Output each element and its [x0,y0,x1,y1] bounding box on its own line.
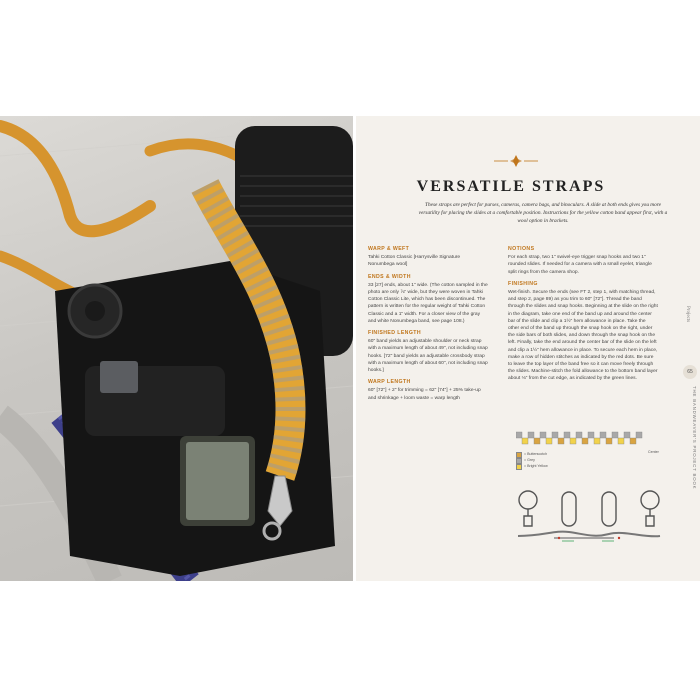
camera-photo-illustration [0,116,353,581]
section-body: 60" [72"] + 2" for trimming = 62" [74"] + 25% take-up and shrinkage + loom waste = warp length [368,388,481,401]
snap-hook-icon [524,509,532,526]
section-heading: WARP LENGTH [368,379,411,386]
section-heading: NOTIONS [508,246,535,252]
left-column [368,246,488,407]
section-heading: WARP & WEFT [368,246,410,252]
page-title: VERSATILE STRAPS [416,178,606,195]
right-column [508,246,658,388]
intro-text: These straps are perfect for purses, cameras, camera bags, and binoculars. A slide at both ends gives you more versatility for placing the slides at a comfortable position. Instructions for the yellow cotton band appear first, with a wool option in brackets. [418,202,668,224]
color-legend [516,452,548,470]
page-number: 65 [683,365,697,379]
section-body: 60" band yields an adjustable shoulder or neck strap with a maximum length of about 49", not including snap hooks. [72" band yields an adjustable crossbody strap with a maximum length of about 60", not including snap hooks.] [368,339,488,374]
section-body: 33 [27] ends, about 1" wide. (The cotton sampled in the photo are only ⅞" wide, but they were woven in Tahki Cotton Classic Lite, which has been discontinued. The pattern is written for the regular weight of Tahki Cotton Classic and a 1" width. For a closer view of the gray and white Nonumbega band, see page 108.) [368,282,488,324]
running-head-book-title: THE BANDWEAVER'S PROJECT BOOK [692,386,697,490]
section-body: For each strap, two 1" swivel-eye trigger snap hooks and two 1" rounded slides. If needed for a camera with a small eyelet, triangle split rings from the camera shop. [508,255,652,275]
section-heading: FINISHING [508,280,538,287]
instruction-page [356,116,700,581]
camera-strap-photo [0,116,353,581]
snap-hook-icon [519,491,537,509]
section-body: Tahki Cotton Classic [Harrysville Signature Nonumbega wool] [368,255,461,268]
leaf-ornament-icon [494,154,538,168]
slide-icon [602,492,616,526]
section-body: Wet-finish. Secure the ends (see FT 2, step 1, with matching thread, and step 2, page 89) as you trim to 60" [72"]. Thread the band through the slides and snap hooks. Beginning at the slide on the right in the diagram, take one end of the band up and around the center bar of the slide and clip a 1½" hem allowance in place. Take the other end of the band up through the snap hook on the right, under the side bars of both slides, and down through the snap hook on the left. Finally, take the end around the center bar of the slide on the left and clip a 1½" hem allowance in place. To secure each hem in place, make a row of hidden stitches as indicated by the red dots. Be sure to leave the top layer of the band free so it can move freely through the slides. Machine-stitch the fold allowance to the bottom band layer about ⅛" from the cut edge, as indicated by the green lines. [508,290,658,382]
running-head-section: Projects [685,306,690,323]
weaving-pattern-draft [516,430,646,448]
legend-label: = Bright Yellow [524,464,548,469]
legend-label: = Butterscotch [524,452,548,457]
section-heading: FINISHED LENGTH [368,330,421,337]
legend-label: = Grey [524,458,535,463]
snap-hook-icon [641,491,659,509]
legend-item [516,464,548,470]
center-label: Center [648,450,659,454]
strap-hardware-diagram [514,486,664,546]
snap-hook-icon [646,509,654,526]
legend-swatch [516,464,522,470]
slide-icon [562,492,576,526]
section-heading: ENDS & WIDTH [368,273,411,280]
